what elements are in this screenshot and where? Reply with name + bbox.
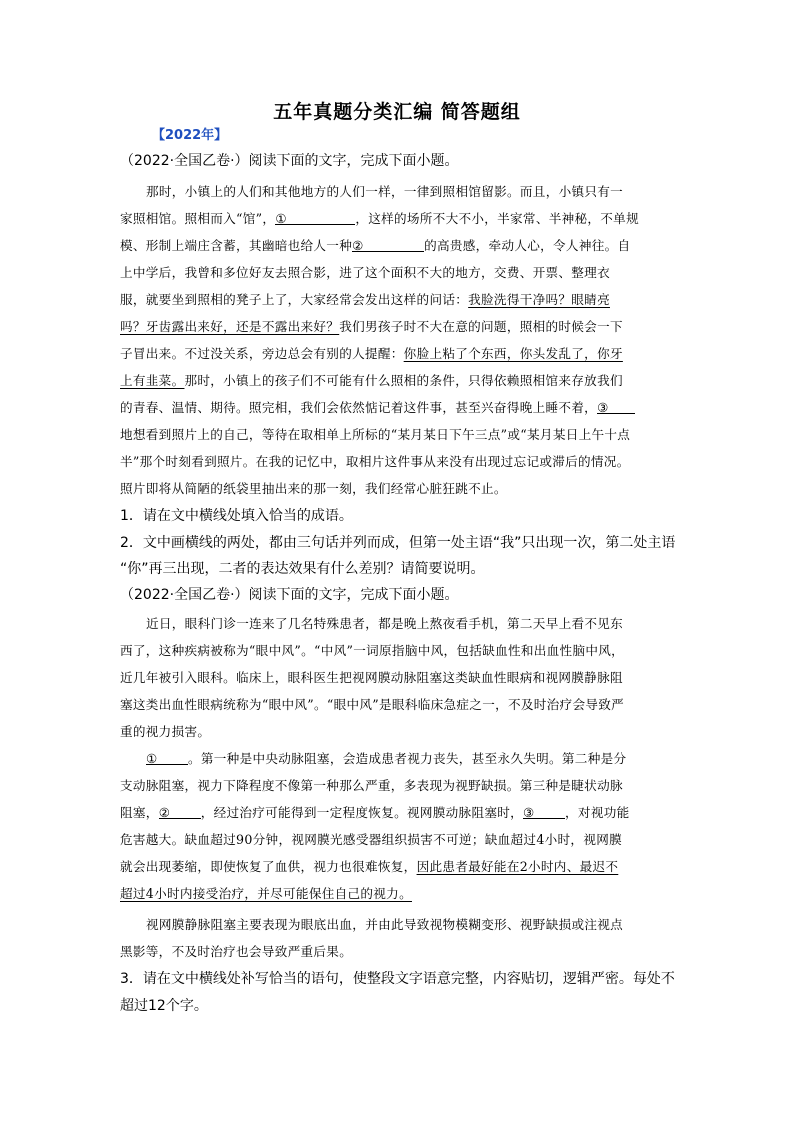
passage-text: 子冒出来。不过没关系，旁边总会有别的人提醒：	[120, 346, 404, 361]
passage-text: ，这样的场所不大不小，半家常、半神秘，不单规	[355, 211, 639, 226]
blank-1	[275, 211, 355, 225]
underlined-text: 因此患者最好能在2小时内、最迟不	[416, 859, 619, 874]
passage2-line	[120, 856, 618, 875]
passage-text: 家照相馆。照相而入“馆”，	[120, 211, 276, 226]
passage1-line	[120, 316, 623, 335]
page-title: 五年真题分类汇编 简答题组	[273, 101, 521, 123]
question-3: 3．请在文中横线处补写恰当的语句，使整段文字语意完整，内容贴切，逻辑严密。每处不	[120, 971, 675, 987]
blank-marker: ①	[275, 211, 287, 226]
passage-text: 我们男孩子时不大在意的问题，照相的时候会一下	[339, 319, 623, 334]
passage1-line: 半”那个时刻看到照片。在我的记忆中，取相片这件事从来没有出现过忘记或滞后的情况。	[120, 454, 630, 469]
passage-text: 的高贵感，牵动人心，令人神往。自	[424, 238, 631, 253]
passage1-line	[120, 397, 635, 416]
passage1-line	[120, 235, 630, 254]
passage-text: 。第一种是中央动脉阻塞，会造成患者视力丧失，甚至永久失明。第二种是分	[188, 751, 627, 766]
passage-text: 服，就要坐到照相的凳子上了，大家经常会发出这样的问话：	[120, 292, 469, 307]
passage2-line	[120, 802, 630, 821]
passage2-line: 近日，眼科门诊一连来了几名特殊患者，都是晚上熬夜看手机，第二天早上看不见东	[146, 616, 624, 631]
blank-2	[159, 805, 201, 819]
question-2-cont: “你”再三出现，二者的表达效果有什么差别？请简要说明。	[120, 561, 485, 577]
question-1: 1．请在文中横线处填入恰当的成语。	[120, 508, 353, 524]
passage-text: 阻塞，	[120, 805, 159, 820]
section2-source: （2022·全国乙卷·）阅读下面的文字，完成下面小题。	[120, 587, 459, 603]
question-3-cont: 超过12个字。	[120, 998, 208, 1014]
passage1-line	[120, 370, 623, 389]
passage-text: 就会出现萎缩，即使恢复了血供，视力也很难恢复，	[120, 859, 417, 874]
passage2-line: 塞这类出血性眼病统称为“眼中风”。“眼中风”是眼科临床急症之一，不及时治疗会导致严	[120, 697, 625, 712]
underlined-text: 超过4小时内接受治疗，并尽可能保住自己的视力。	[120, 886, 412, 901]
passage1-line: 地想看到照片上的自己，等待在取相单上所标的“某月某日下午三点”或“某月某日上午十点	[120, 427, 631, 442]
blank-1	[146, 751, 188, 765]
year-tag: 【2022年】	[152, 128, 228, 143]
passage2-line: 西了，这种疾病被称为“眼中风”。“中风”一词原指脑中风，包括缺血性和出血性脑中风，	[120, 643, 625, 658]
blank-marker: ③	[523, 805, 535, 820]
passage2-line	[120, 883, 412, 902]
blank-marker: ③	[597, 400, 609, 415]
passage-text: ，经过治疗可能得到一定程度恢复。视网膜动脉阻塞时，	[200, 805, 524, 820]
passage2-line: 重的视力损害。	[120, 724, 211, 739]
blank-3	[523, 805, 565, 819]
passage2-line: 近几年被引入眼科。临床上，眼科医生把视网膜动脉阻塞这类缺血性眼病和视网膜静脉阻	[120, 670, 623, 685]
passage1-line	[120, 208, 639, 227]
passage-text: 那时，小镇上的孩子们不可能有什么照相的条件，只得依赖照相馆来存放我们	[184, 373, 623, 388]
blank-2	[352, 238, 424, 252]
blank-3	[597, 400, 635, 414]
underlined-text: 吗？牙齿露出来好，还是不露出来好？	[120, 319, 340, 334]
passage-text: 模、形制上端庄含蓄，其幽暗也给人一种	[120, 238, 353, 253]
underlined-text: 我脸洗得干净吗？眼睛亮	[468, 292, 610, 307]
passage2-line	[146, 748, 626, 767]
passage-text: ，对视功能	[565, 805, 630, 820]
passage1-line: 那时，小镇上的人们和其他地方的人们一样，一律到照相馆留影。而且，小镇只有一	[146, 184, 624, 199]
passage2-line: 黑影等，不及时治疗也会导致严重后果。	[120, 944, 353, 959]
blank-marker: ②	[158, 805, 171, 820]
passage1-line: 上中学后，我曾和多位好友去照合影，进了这个面积不大的地方，交费、开票、整理衣	[120, 265, 610, 280]
passage-text: 的青春、温情、期待。照完相，我们会依然惦记着这件事，甚至兴奋得晚上睡不着，	[120, 400, 598, 415]
passage1-line	[120, 289, 610, 308]
blank-marker: ①	[146, 751, 158, 766]
blank-marker: ②	[352, 238, 364, 253]
underlined-text: 上有韭菜。	[120, 373, 185, 388]
passage1-line: 照片即将从简陋的纸袋里抽出来的那一刻，我们经常心脏狂跳不止。	[120, 481, 507, 496]
underlined-text: 你脸上粘了个东西，你头发乱了，你牙	[403, 346, 623, 361]
passage1-line	[120, 343, 623, 362]
question-2: 2．文中画横线的两处，都由三句话并列而成，但第一处主语“我”只出现一次，第二处主语	[120, 535, 676, 551]
passage2-line: 视网膜静脉阻塞主要表现为眼底出血，并由此导致视物模糊变形、视野缺损或注视点	[146, 917, 624, 932]
passage2-line: 支动脉阻塞，视力下降程度不像第一种那么严重，多表现为视野缺损。第三种是睫状动脉	[120, 778, 623, 793]
section1-source: （2022·全国乙卷·）阅读下面的文字，完成下面小题。	[120, 153, 459, 169]
passage2-line: 危害越大。缺血超过90分钟，视网膜光感受器组织损害不可逆；缺血超过4小时，视网膜	[120, 832, 623, 847]
